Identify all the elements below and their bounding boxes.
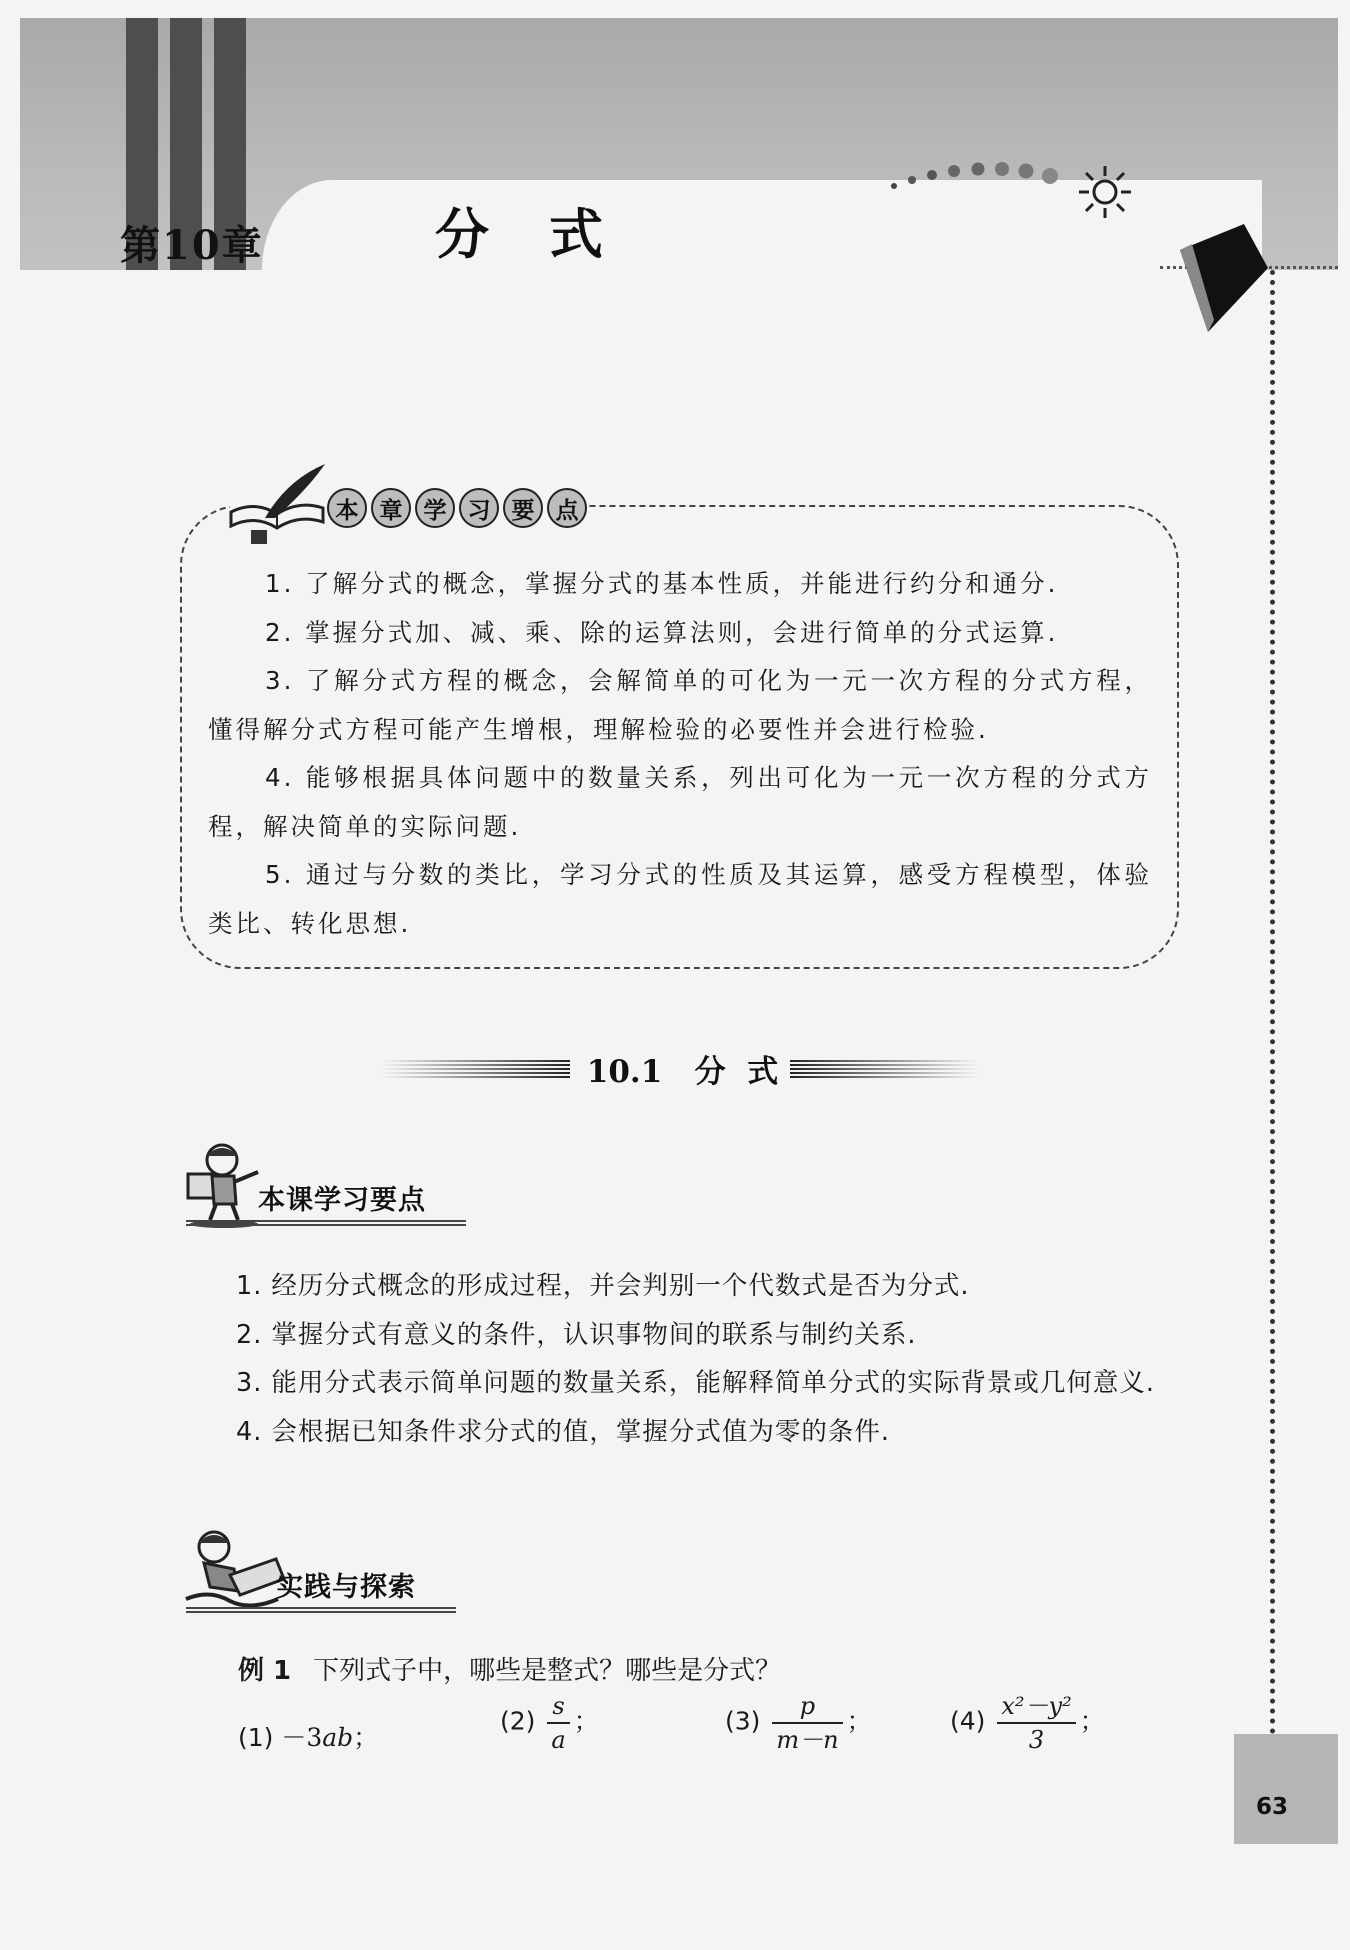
fraction: $\frac{p}{m-n}$: [772, 1690, 842, 1756]
sun-icon: [1075, 162, 1135, 222]
lesson-goal-item: 4. 会根据已知条件求分式的值，掌握分式值为零的条件.: [236, 1416, 891, 1447]
heading-rule-right: [790, 1060, 980, 1078]
fraction: $\frac{\text{x²－y²}}{3}$: [997, 1690, 1075, 1756]
chapter-label: 第10章: [120, 222, 264, 269]
book-corner-icon: [1178, 224, 1270, 334]
lesson-goal-item: 1. 经历分式概念的形成过程，并会判别一个代数式是否为分式.: [236, 1271, 970, 1301]
lesson-goal-item: 2. 掌握分式有意义的条件，认识事物间的联系与制约关系.: [236, 1319, 917, 1350]
section-title: 10.1 分 式: [586, 1054, 779, 1090]
chapter-goals-list: [208, 560, 1152, 948]
practice-badge: [180, 1525, 460, 1615]
heading-rule-left: [380, 1060, 570, 1078]
badge-underline: [186, 1607, 456, 1615]
book-quill-icon: [225, 460, 330, 550]
side-dotted-border: [1270, 270, 1275, 1735]
chapter-title: 分式: [435, 203, 663, 266]
chapter-goal-item: 3. 了解分式方程的概念，会解简单的可化为一元一次方程的分式方程，懂得解分式方程可能产生增根，理解检验的必要性并会进行检验.: [208, 666, 1152, 744]
chapter-goals-title: 本 章 学 习 要 点: [327, 486, 591, 530]
example-text: 下列式子中，哪些是整式？哪些是分式？: [313, 1656, 782, 1686]
lesson-goals-list: [180, 1262, 1180, 1456]
lesson-goals-label: 本课学习要点: [258, 1185, 426, 1216]
student-reading-icon: [180, 1140, 270, 1230]
badge-underline: [186, 1220, 466, 1228]
example-label: 例 1: [238, 1656, 292, 1686]
practice-label: 实践与探索: [276, 1572, 416, 1603]
expression-item: (1) －3ab；: [238, 1723, 379, 1752]
page-tab: [1234, 1734, 1338, 1844]
decorative-dots: [890, 150, 1070, 190]
lesson-goals-badge: [180, 1140, 470, 1230]
fraction: $\frac{s}{a}$: [547, 1690, 569, 1756]
expression-item: (2) $\frac{s}{a}$ ；: [500, 1692, 599, 1754]
page-number: 63: [1255, 1794, 1288, 1820]
lesson-goal-item: 3. 能用分式表示简单问题的数量关系，能解释简单分式的实际背景或几何意义.: [236, 1368, 1156, 1398]
chapter-goal-item: 5. 通过与分数的类比，学习分式的性质及其运算，感受方程模型，体验类比、转化思想.: [208, 860, 1152, 938]
chapter-goal-item: 4. 能够根据具体问题中的数量关系，列出可化为一元一次方程的分式方程，解决简单的实际问题.: [208, 763, 1152, 841]
chapter-goal-item: 2. 掌握分式加、减、乘、除的运算法则，会进行简单的分式运算.: [265, 617, 1059, 647]
section-heading: [380, 1040, 980, 1100]
student-writing-icon: [180, 1525, 290, 1615]
expression-item: (4) $\frac{\text{x²－y²}}{3}$ ；: [950, 1692, 1105, 1754]
expression-item: (3) $\frac{p}{m-n}$ ；: [725, 1692, 872, 1754]
example-question: [238, 1650, 781, 1687]
chapter-goal-item: 1. 了解分式的概念，掌握分式的基本性质，并能进行约分和通分.: [265, 569, 1059, 598]
